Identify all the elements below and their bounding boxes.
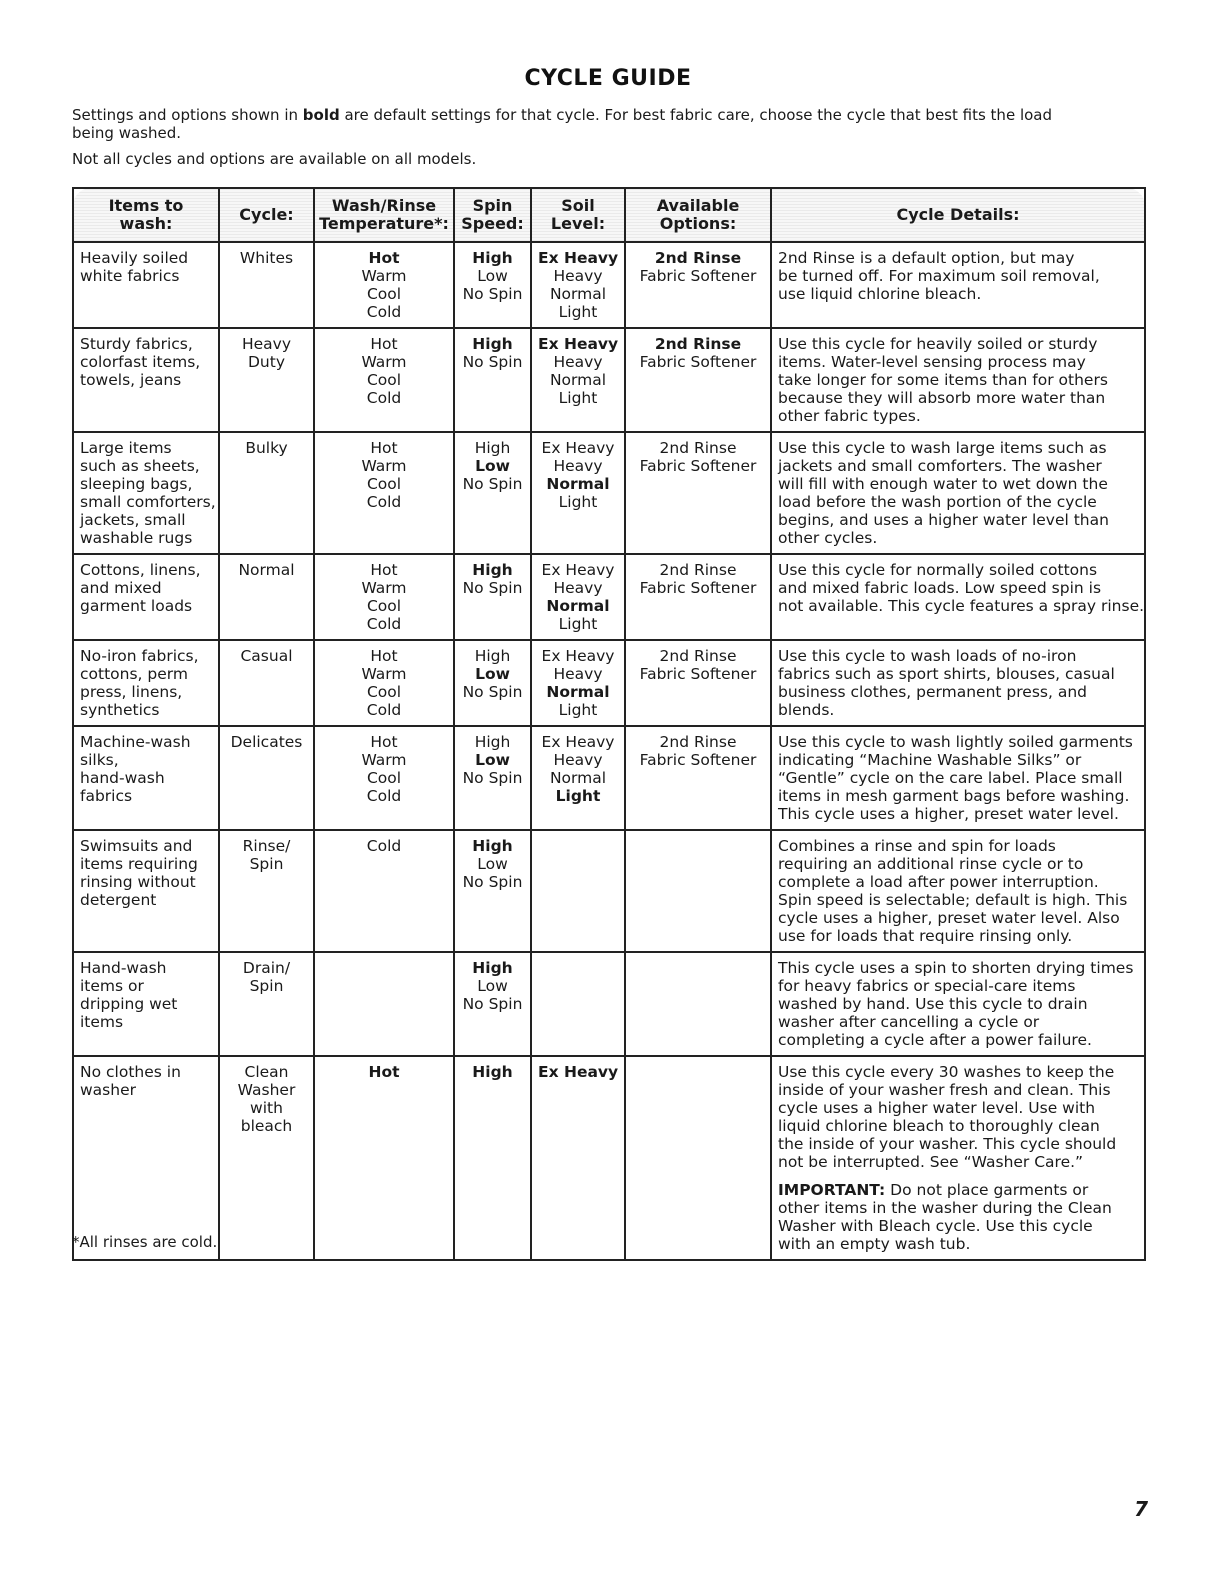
intro-text-part: are default settings for that cycle. For best fabric care, choose the cycle that best fits the load bbox=[339, 106, 1052, 124]
options-cell bbox=[625, 554, 771, 640]
table-row bbox=[73, 830, 1145, 952]
details-line: because they will absorb more water than bbox=[778, 389, 1106, 407]
soil-level-cell-value: Heavy bbox=[553, 353, 603, 371]
soil-level-cell bbox=[531, 952, 625, 1056]
items-cell-line: washer bbox=[80, 1081, 136, 1099]
items-cell bbox=[73, 554, 219, 640]
cycle-cell-line: Heavy bbox=[241, 335, 292, 353]
intro-bold-word: bold bbox=[302, 106, 340, 124]
important-text: other items in the washer during the Clean bbox=[778, 1199, 1112, 1217]
soil-level-cell-value: Ex Heavy bbox=[541, 561, 615, 579]
details-line: liquid chlorine bleach to thoroughly clean bbox=[778, 1117, 1100, 1135]
soil-level-cell-value: Light bbox=[558, 389, 598, 407]
details-line: This cycle uses a spin to shorten drying times bbox=[778, 959, 1134, 977]
important-text: with an empty wash tub. bbox=[778, 1235, 971, 1253]
table-header-row bbox=[73, 188, 1145, 242]
temperature-cell-value: Hot bbox=[370, 733, 398, 751]
table-row bbox=[73, 432, 1145, 554]
items-cell bbox=[73, 952, 219, 1056]
temperature-cell bbox=[314, 726, 454, 830]
soil-level-cell bbox=[531, 328, 625, 432]
spin-speed-cell-value: Low bbox=[475, 457, 510, 475]
header-label: Spin bbox=[472, 196, 513, 215]
items-cell-line: fabrics bbox=[80, 787, 133, 805]
items-cell-line: jackets, small bbox=[80, 511, 186, 529]
soil-level-cell-value: Heavy bbox=[553, 665, 603, 683]
details-line: indicating “Machine Washable Silks” or bbox=[778, 751, 1082, 769]
soil-level-cell bbox=[531, 640, 625, 726]
options-cell-value: Fabric Softener bbox=[639, 751, 757, 769]
items-cell-line: No clothes in bbox=[80, 1063, 181, 1081]
soil-level-cell-value: Ex Heavy bbox=[541, 733, 615, 751]
header-temperature bbox=[314, 188, 454, 242]
temperature-cell bbox=[314, 952, 454, 1056]
temperature-cell bbox=[314, 242, 454, 328]
items-cell-line: synthetics bbox=[80, 701, 160, 719]
options-cell-value: 2nd Rinse bbox=[654, 335, 742, 353]
table-row bbox=[73, 726, 1145, 830]
items-cell-line: washable rugs bbox=[80, 529, 193, 547]
spin-speed-cell-value: Low bbox=[477, 267, 508, 285]
important-label: IMPORTANT: bbox=[778, 1181, 886, 1199]
details-line: completing a cycle after a power failure. bbox=[778, 1031, 1092, 1049]
details-line: washed by hand. Use this cycle to drain bbox=[778, 995, 1088, 1013]
soil-level-cell bbox=[531, 1056, 625, 1260]
details-cell bbox=[771, 1056, 1145, 1260]
items-cell-line: rinsing without bbox=[80, 873, 196, 891]
items-cell-line: items requiring bbox=[80, 855, 198, 873]
options-cell bbox=[625, 328, 771, 432]
spin-speed-cell-value: High bbox=[472, 959, 513, 977]
details-line: other fabric types. bbox=[778, 407, 921, 425]
temperature-cell-value: Cool bbox=[366, 769, 402, 787]
items-cell-line: small comforters, bbox=[80, 493, 216, 511]
details-line: requiring an additional rinse cycle or to bbox=[778, 855, 1084, 873]
items-cell bbox=[73, 726, 219, 830]
spin-speed-cell-value: No Spin bbox=[462, 475, 523, 493]
header-label: Soil bbox=[561, 196, 595, 215]
page-number: 7 bbox=[1134, 1497, 1148, 1521]
soil-level-cell-value: Heavy bbox=[553, 267, 603, 285]
temperature-cell bbox=[314, 328, 454, 432]
details-line: load before the wash portion of the cycle bbox=[778, 493, 1097, 511]
important-line bbox=[778, 1181, 1138, 1199]
details-line: business clothes, permanent press, and bbox=[778, 683, 1087, 701]
details-cell bbox=[771, 726, 1145, 830]
header-cycle-details bbox=[771, 188, 1145, 242]
cycle-cell-line: Normal bbox=[238, 561, 295, 579]
details-line: Use this cycle to wash large items such as bbox=[778, 439, 1107, 457]
temperature-cell-value: Cool bbox=[366, 371, 402, 389]
options-cell-value: 2nd Rinse bbox=[659, 561, 737, 579]
options-cell bbox=[625, 952, 771, 1056]
spin-speed-cell bbox=[454, 726, 531, 830]
items-cell-line: white fabrics bbox=[80, 267, 180, 285]
spin-speed-cell-value: No Spin bbox=[462, 995, 523, 1013]
soil-level-cell-value: Normal bbox=[546, 597, 610, 615]
cycle-guide-table bbox=[72, 187, 1146, 1261]
cycle-cell-line: with bbox=[250, 1099, 283, 1117]
temperature-cell-value: Hot bbox=[370, 561, 398, 579]
options-cell bbox=[625, 1056, 771, 1260]
temperature-cell-value: Hot bbox=[370, 439, 398, 457]
cycle-cell bbox=[219, 554, 314, 640]
details-cell bbox=[771, 554, 1145, 640]
soil-level-cell bbox=[531, 432, 625, 554]
items-cell-line: Sturdy fabrics, bbox=[80, 335, 193, 353]
details-line: This cycle uses a higher, preset water level. bbox=[778, 805, 1119, 823]
items-cell-line: towels, jeans bbox=[80, 371, 182, 389]
important-text: Do not place garments or bbox=[885, 1181, 1089, 1199]
items-cell-line: such as sheets, bbox=[80, 457, 200, 475]
intro-text-part: Settings and options shown in bbox=[72, 106, 303, 124]
cycle-cell bbox=[219, 640, 314, 726]
soil-level-cell bbox=[531, 242, 625, 328]
header-label: Wash/Rinse bbox=[331, 196, 437, 215]
details-line: 2nd Rinse is a default option, but may bbox=[778, 249, 1075, 267]
header-available-options bbox=[625, 188, 771, 242]
items-cell bbox=[73, 432, 219, 554]
header-label: Level: bbox=[550, 214, 606, 233]
items-cell-line: items bbox=[80, 1013, 124, 1031]
soil-level-cell-value: Light bbox=[558, 493, 598, 511]
options-cell-value: Fabric Softener bbox=[639, 267, 757, 285]
temperature-cell-value: Cold bbox=[366, 615, 402, 633]
header-soil-level bbox=[531, 188, 625, 242]
header-spin-speed bbox=[454, 188, 531, 242]
options-cell bbox=[625, 830, 771, 952]
details-line: take longer for some items than for others bbox=[778, 371, 1108, 389]
soil-level-cell-value: Heavy bbox=[553, 751, 603, 769]
items-cell-line: press, linens, bbox=[80, 683, 183, 701]
details-line: Use this cycle to wash loads of no-iron bbox=[778, 647, 1077, 665]
soil-level-cell-value: Ex Heavy bbox=[538, 249, 619, 267]
cycle-cell bbox=[219, 726, 314, 830]
spin-speed-cell-value: High bbox=[472, 1063, 513, 1081]
table-row bbox=[73, 242, 1145, 328]
options-cell-value: 2nd Rinse bbox=[659, 647, 737, 665]
details-line: for heavy fabrics or special-care items bbox=[778, 977, 1076, 995]
items-cell-line: hand-wash bbox=[80, 769, 165, 787]
soil-level-cell-value: Heavy bbox=[553, 457, 603, 475]
cycle-cell bbox=[219, 1056, 314, 1260]
intro-text bbox=[72, 106, 1132, 176]
details-line: the inside of your washer. This cycle should bbox=[778, 1135, 1117, 1153]
temperature-cell bbox=[314, 1056, 454, 1260]
header-label: Speed: bbox=[461, 214, 524, 233]
details-cell bbox=[771, 952, 1145, 1056]
footnote: *All rinses are cold. bbox=[72, 1233, 218, 1251]
soil-level-cell bbox=[531, 726, 625, 830]
intro-paragraph-defaults bbox=[72, 106, 1132, 142]
spin-speed-cell-value: No Spin bbox=[462, 285, 523, 303]
soil-level-cell-value: Heavy bbox=[553, 579, 603, 597]
items-cell-line: detergent bbox=[80, 891, 157, 909]
header-label: Items to bbox=[108, 196, 184, 215]
soil-level-cell-value: Normal bbox=[549, 285, 607, 303]
details-line: use for loads that require rinsing only. bbox=[778, 927, 1073, 945]
items-cell bbox=[73, 830, 219, 952]
cycle-cell-line: Delicates bbox=[230, 733, 303, 751]
header-label: Cycle: bbox=[239, 205, 294, 224]
temperature-cell bbox=[314, 640, 454, 726]
cycle-cell bbox=[219, 830, 314, 952]
details-line: Use this cycle every 30 washes to keep the bbox=[778, 1063, 1115, 1081]
temperature-cell-value: Cold bbox=[366, 787, 402, 805]
options-cell-value: 2nd Rinse bbox=[654, 249, 742, 267]
spin-speed-cell-value: No Spin bbox=[462, 579, 523, 597]
items-cell-line: Cottons, linens, bbox=[80, 561, 201, 579]
soil-level-cell-value: Light bbox=[558, 303, 598, 321]
items-cell bbox=[73, 328, 219, 432]
intro-paragraph-availability: Not all cycles and options are available on all models. bbox=[72, 150, 477, 168]
spin-speed-cell-value: High bbox=[472, 335, 513, 353]
options-cell-value: Fabric Softener bbox=[639, 353, 757, 371]
header-label: Temperature*: bbox=[319, 214, 449, 233]
cycle-cell-line: Clean bbox=[244, 1063, 289, 1081]
options-cell bbox=[625, 726, 771, 830]
details-cell bbox=[771, 432, 1145, 554]
temperature-cell-value: Warm bbox=[361, 751, 407, 769]
temperature-cell-value: Hot bbox=[370, 647, 398, 665]
table-row bbox=[73, 640, 1145, 726]
details-line: complete a load after power interruption. bbox=[778, 873, 1099, 891]
details-cell bbox=[771, 328, 1145, 432]
items-cell-line: garment loads bbox=[80, 597, 193, 615]
details-line: Spin speed is selectable; default is high. This bbox=[778, 891, 1128, 909]
items-cell-line: Machine-wash bbox=[80, 733, 191, 751]
items-cell-line: Hand-wash bbox=[80, 959, 167, 977]
details-line: other cycles. bbox=[778, 529, 878, 547]
soil-level-cell-value: Light bbox=[555, 787, 601, 805]
details-line: be turned off. For maximum soil removal, bbox=[778, 267, 1100, 285]
cycle-cell-line: bleach bbox=[240, 1117, 293, 1135]
details-line: items in mesh garment bags before washing. bbox=[778, 787, 1130, 805]
temperature-cell-value: Cold bbox=[366, 701, 402, 719]
header-label: Options: bbox=[659, 214, 737, 233]
spin-speed-cell-value: High bbox=[472, 561, 513, 579]
items-cell-line: and mixed bbox=[80, 579, 162, 597]
details-line: not be interrupted. See “Washer Care.” bbox=[778, 1153, 1084, 1171]
header-label: Available bbox=[656, 196, 740, 215]
details-line: and mixed fabric loads. Low speed spin is bbox=[778, 579, 1102, 597]
items-cell-line: Heavily soiled bbox=[80, 249, 189, 267]
temperature-cell bbox=[314, 554, 454, 640]
spin-speed-cell bbox=[454, 328, 531, 432]
cycle-cell-line: Drain/ bbox=[242, 959, 291, 977]
table-row bbox=[73, 1056, 1145, 1260]
temperature-cell-value: Warm bbox=[361, 267, 407, 285]
important-line bbox=[778, 1217, 1138, 1235]
spin-speed-cell bbox=[454, 1056, 531, 1260]
cycle-cell bbox=[219, 242, 314, 328]
options-cell bbox=[625, 432, 771, 554]
details-line: blends. bbox=[778, 701, 835, 719]
temperature-cell-value: Cold bbox=[366, 389, 402, 407]
temperature-cell-value: Warm bbox=[361, 457, 407, 475]
items-cell-line: Large items bbox=[80, 439, 172, 457]
spin-speed-cell bbox=[454, 242, 531, 328]
spin-speed-cell bbox=[454, 554, 531, 640]
cycle-cell-line: Washer bbox=[237, 1081, 296, 1099]
details-line: Use this cycle for normally soiled cottons bbox=[778, 561, 1098, 579]
cycle-cell bbox=[219, 432, 314, 554]
details-cell bbox=[771, 830, 1145, 952]
details-line: inside of your washer fresh and clean. This bbox=[778, 1081, 1111, 1099]
details-line: not available. This cycle features a spray rinse. bbox=[778, 597, 1145, 615]
soil-level-cell bbox=[531, 554, 625, 640]
items-cell-line: items or bbox=[80, 977, 144, 995]
details-line: use liquid chlorine bleach. bbox=[778, 285, 982, 303]
options-cell-value: Fabric Softener bbox=[639, 579, 757, 597]
temperature-cell-value: Hot bbox=[368, 1063, 400, 1081]
options-cell-value: Fabric Softener bbox=[639, 457, 757, 475]
spin-speed-cell-value: No Spin bbox=[462, 683, 523, 701]
temperature-cell-value: Hot bbox=[370, 335, 398, 353]
items-cell-line: dripping wet bbox=[80, 995, 178, 1013]
details-line: Combines a rinse and spin for loads bbox=[778, 837, 1056, 855]
items-cell bbox=[73, 1056, 219, 1260]
cycle-cell-line: Rinse/ bbox=[242, 837, 291, 855]
details-line: items. Water-level sensing process may bbox=[778, 353, 1086, 371]
details-line: will fill with enough water to wet down the bbox=[778, 475, 1108, 493]
spin-speed-cell-value: No Spin bbox=[462, 353, 523, 371]
soil-level-cell-value: Ex Heavy bbox=[538, 1063, 619, 1081]
temperature-cell-value: Cool bbox=[366, 285, 402, 303]
temperature-cell-value: Cool bbox=[366, 475, 402, 493]
temperature-cell-value: Cool bbox=[366, 683, 402, 701]
spin-speed-cell-value: Low bbox=[477, 855, 508, 873]
table-row bbox=[73, 952, 1145, 1056]
temperature-cell-value: Warm bbox=[361, 353, 407, 371]
temperature-cell-value: Warm bbox=[361, 579, 407, 597]
header-label: Cycle Details: bbox=[896, 205, 1020, 224]
soil-level-cell-value: Light bbox=[558, 615, 598, 633]
temperature-cell-value: Cold bbox=[366, 303, 402, 321]
soil-level-cell-value: Ex Heavy bbox=[541, 647, 615, 665]
options-cell-value: 2nd Rinse bbox=[659, 439, 737, 457]
cycle-cell-line: Spin bbox=[249, 977, 284, 995]
spin-speed-cell-value: Low bbox=[475, 751, 510, 769]
spin-speed-cell bbox=[454, 830, 531, 952]
soil-level-cell-value: Light bbox=[558, 701, 598, 719]
spin-speed-cell-value: High bbox=[472, 249, 513, 267]
items-cell-line: sleeping bags, bbox=[80, 475, 193, 493]
options-cell bbox=[625, 640, 771, 726]
soil-level-cell-value: Ex Heavy bbox=[538, 335, 619, 353]
intro-text-part: being washed. bbox=[72, 124, 182, 142]
spin-speed-cell-value: No Spin bbox=[462, 769, 523, 787]
items-cell bbox=[73, 242, 219, 328]
cycle-cell-line: Duty bbox=[247, 353, 285, 371]
soil-level-cell-value: Normal bbox=[549, 371, 607, 389]
cycle-cell-line: Spin bbox=[249, 855, 284, 873]
temperature-cell-value: Cold bbox=[366, 493, 402, 511]
temperature-cell-value: Cold bbox=[366, 837, 402, 855]
temperature-cell-value: Cool bbox=[366, 597, 402, 615]
temperature-cell bbox=[314, 830, 454, 952]
items-cell-line: Swimsuits and bbox=[80, 837, 193, 855]
cycle-cell-line: Casual bbox=[240, 647, 293, 665]
options-cell-value: 2nd Rinse bbox=[659, 733, 737, 751]
spin-speed-cell-value: Low bbox=[477, 977, 508, 995]
options-cell bbox=[625, 242, 771, 328]
temperature-cell-value: Hot bbox=[368, 249, 400, 267]
spin-speed-cell-value: High bbox=[474, 733, 511, 751]
header-cycle bbox=[219, 188, 314, 242]
soil-level-cell-value: Normal bbox=[549, 769, 607, 787]
spin-speed-cell-value: High bbox=[474, 647, 511, 665]
details-line: “Gentle” cycle on the care label. Place small bbox=[778, 769, 1123, 787]
details-cell bbox=[771, 242, 1145, 328]
spin-speed-cell-value: High bbox=[474, 439, 511, 457]
items-cell bbox=[73, 640, 219, 726]
spin-speed-cell-value: Low bbox=[475, 665, 510, 683]
soil-level-cell bbox=[531, 830, 625, 952]
details-line: Use this cycle for heavily soiled or sturdy bbox=[778, 335, 1098, 353]
items-cell-line: silks, bbox=[80, 751, 119, 769]
spin-speed-cell-value: No Spin bbox=[462, 873, 523, 891]
cycle-cell bbox=[219, 952, 314, 1056]
spin-speed-cell-value: High bbox=[472, 837, 513, 855]
header-items-to-wash bbox=[73, 188, 219, 242]
cycle-cell-line: Whites bbox=[239, 249, 294, 267]
page-title: CYCLE GUIDE bbox=[524, 66, 692, 91]
details-cell bbox=[771, 640, 1145, 726]
soil-level-cell-value: Normal bbox=[546, 475, 610, 493]
items-cell-line: No-iron fabrics, bbox=[80, 647, 199, 665]
important-line bbox=[778, 1199, 1138, 1217]
cycle-cell bbox=[219, 328, 314, 432]
table-row bbox=[73, 554, 1145, 640]
details-line: Use this cycle to wash lightly soiled garments bbox=[778, 733, 1133, 751]
important-text: Washer with Bleach cycle. Use this cycle bbox=[778, 1217, 1093, 1235]
cycle-cell-line: Bulky bbox=[245, 439, 288, 457]
soil-level-cell-value: Ex Heavy bbox=[541, 439, 615, 457]
items-cell-line: colorfast items, bbox=[80, 353, 201, 371]
items-cell-line: cottons, perm bbox=[80, 665, 188, 683]
important-line bbox=[778, 1235, 1138, 1253]
details-line: jackets and small comforters. The washer bbox=[778, 457, 1102, 475]
spin-speed-cell bbox=[454, 432, 531, 554]
soil-level-cell-value: Normal bbox=[546, 683, 610, 701]
details-line: begins, and uses a higher water level than bbox=[778, 511, 1109, 529]
spin-speed-cell bbox=[454, 640, 531, 726]
details-line: cycle uses a higher water level. Use with bbox=[778, 1099, 1096, 1117]
important-note bbox=[778, 1181, 1138, 1253]
header-label: wash: bbox=[119, 214, 173, 233]
spin-speed-cell bbox=[454, 952, 531, 1056]
details-line: fabrics such as sport shirts, blouses, casual bbox=[778, 665, 1115, 683]
table-row bbox=[73, 328, 1145, 432]
details-line: cycle uses a higher, preset water level. Also bbox=[778, 909, 1120, 927]
temperature-cell-value: Warm bbox=[361, 665, 407, 683]
temperature-cell bbox=[314, 432, 454, 554]
options-cell-value: Fabric Softener bbox=[639, 665, 757, 683]
details-line: washer after cancelling a cycle or bbox=[778, 1013, 1040, 1031]
